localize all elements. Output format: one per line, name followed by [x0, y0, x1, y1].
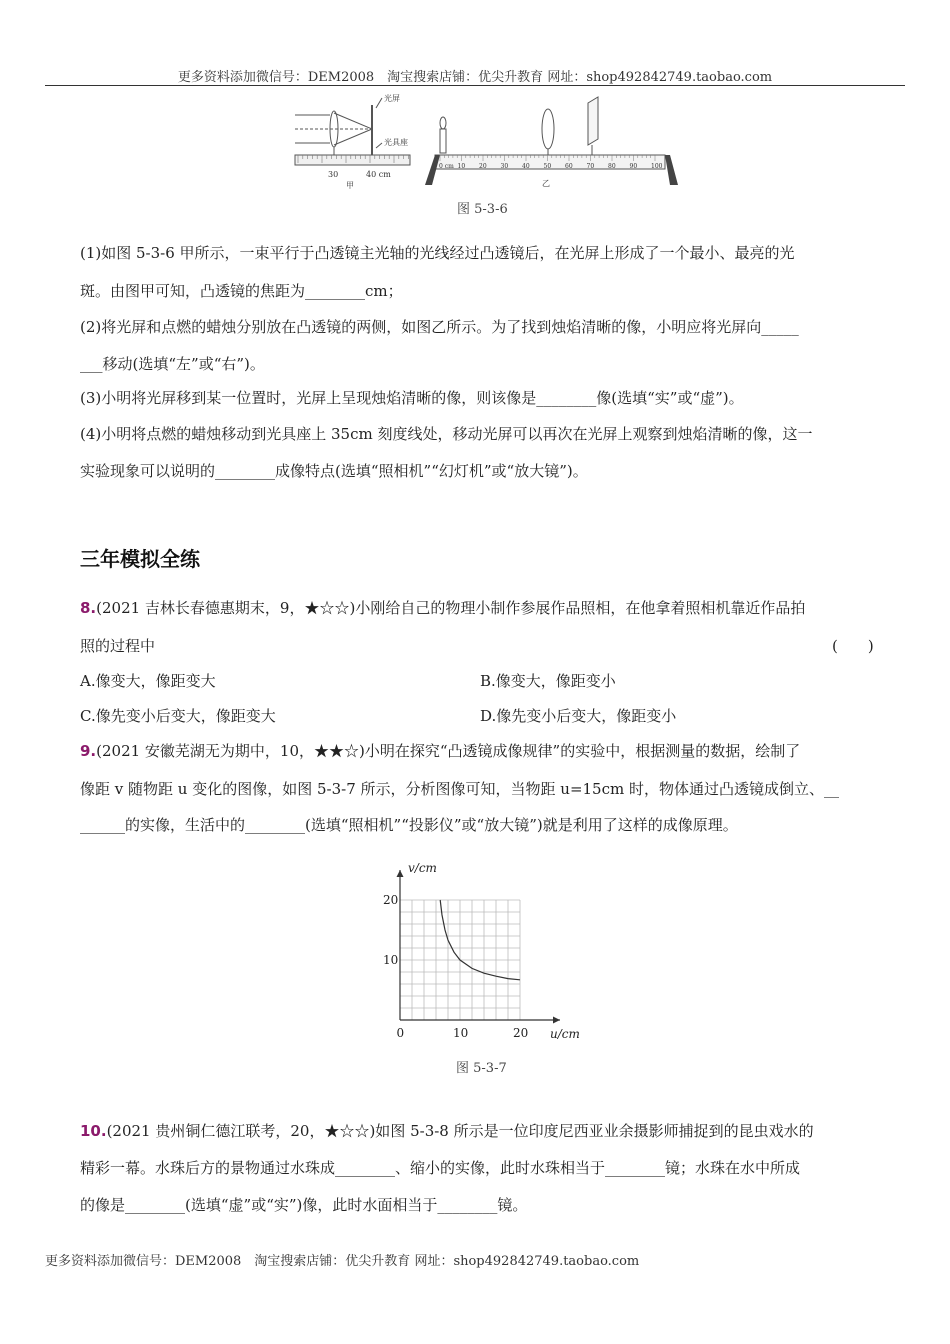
scale-b-label: 80 — [608, 163, 616, 170]
section-title: 三年模拟全练 — [80, 547, 200, 571]
figure-5-3-6 — [290, 93, 690, 198]
q8-text: (2021 吉林长春德惠期末，9，★☆☆)小刚给自己的物理小制作参展作品照相，在他拿着照相机靠近作品拍 — [96, 599, 806, 617]
figure-5-3-7-chart — [375, 848, 605, 1048]
bench-leg-right — [665, 155, 678, 185]
scale-b-label: 60 — [565, 163, 573, 170]
figure-a-label: 甲 — [346, 181, 354, 190]
scale-b-label: 40 — [522, 163, 530, 170]
q8-option-a[interactable]: A.像变大，像距变大 — [80, 672, 216, 690]
y-axis-label: v/cm — [408, 861, 437, 875]
q9-line2: 像距 v 随物距 u 变化的图像，如图 5-3-7 所示，分析图像可知，当物距 u=15cm 时，物体通过凸透镜成倒立、__ — [80, 780, 839, 798]
figure-b-apparatus — [440, 97, 598, 157]
q3-line1: (3)小明将光屏移到某一位置时，光屏上呈现烛焰清晰的像，则该像是________像(选填“实”或“虚”)。 — [80, 389, 744, 407]
figure-5-3-6-caption: 图 5-3-6 — [457, 202, 508, 217]
q10-number: 10. — [80, 1122, 107, 1140]
q9-line3: ______的实像，生活中的________(选填“照相机”“投影仪”或“放大镜”)就是利用了这样的成像原理。 — [80, 816, 738, 834]
scale-b-label: 10 — [457, 163, 466, 170]
scale-b-label: 20 — [479, 163, 487, 170]
scale-a-40: 40 cm — [366, 170, 391, 179]
q10-line1 — [80, 1121, 814, 1141]
y-tick-labels — [383, 893, 398, 967]
q4-line1: (4)小明将点燃的蜡烛移动到光具座上 35cm 刻度线处，移动光屏可以再次在光屏上观察到烛焰清晰的像，这一 — [80, 425, 813, 443]
scale-b-label: 100 — [651, 163, 663, 170]
figure-a-optics — [295, 98, 382, 155]
q9-text: (2021 安徽芜湖无为期中，10，★★☆)小明在探究“凸透镜成像规律”的实验中，根据测量的数据，绘制了 — [96, 742, 801, 760]
page-header: 更多资料添加微信号：DEM2008 淘宝搜索店铺：优尖升教育 网址：shop492842749.taobao.com — [177, 70, 773, 85]
q8-option-b[interactable]: B.像变大，像距变小 — [480, 672, 616, 690]
q8-answer-bracket: ( ) — [832, 637, 874, 655]
x-tick-label: 10 — [453, 1026, 469, 1040]
scale-b-label: 90 — [629, 163, 638, 170]
x-tick-label: 20 — [513, 1026, 529, 1040]
bench-leg-left — [425, 155, 440, 185]
q8-line1 — [80, 598, 805, 618]
screen-label: 光屏 — [384, 94, 400, 103]
y-tick-label: 10 — [383, 953, 399, 967]
scale-b-label: 30 — [500, 163, 509, 170]
q8-option-d[interactable]: D.像先变小后变大，像距变小 — [480, 707, 677, 725]
y-tick-label: 20 — [383, 893, 399, 907]
page-footer: 更多资料添加微信号：DEM2008 淘宝搜索店铺：优尖升教育 网址：shop492842749.taobao.com — [45, 1254, 640, 1269]
q9-line1 — [80, 741, 800, 761]
q9-number: 9. — [80, 742, 97, 760]
q10-line3: 的像是________(选填“虚”或“实”)像，此时水面相当于________镜。 — [80, 1196, 528, 1214]
x-tick-label: 0 — [396, 1026, 405, 1040]
q10-text: (2021 贵州铜仁德江联考，20，★☆☆)如图 5-3-8 所示是一位印度尼西亚业余摄影师捕捉到的昆虫戏水的 — [106, 1122, 814, 1140]
scale-a-30: 30 — [328, 170, 339, 179]
header-divider — [45, 85, 905, 86]
figure-b-label: 乙 — [542, 179, 550, 188]
scale-b-label: 70 — [586, 163, 595, 170]
q1-line1: (1)如图 5-3-6 甲所示，一束平行于凸透镜主光轴的光线经过凸透镜后，在光屏上形成了一个最小、最亮的光 — [80, 244, 795, 262]
q2-line1: (2)将光屏和点燃的蜡烛分别放在凸透镜的两侧，如图乙所示。为了找到烛焰清晰的像，小明应将光屏向_____ — [80, 318, 799, 336]
q8-number: 8. — [80, 599, 97, 617]
q8-option-c[interactable]: C.像先变小后变大，像距变大 — [80, 707, 276, 725]
scale-b-label: 50 — [543, 163, 552, 170]
q1-line2: 斑。由图甲可知，凸透镜的焦距为________cm； — [80, 282, 403, 300]
q2-line2: ___移动(选填“左”或“右”)。 — [80, 355, 265, 373]
x-tick-labels — [397, 1026, 529, 1040]
figure-5-3-7-caption: 图 5-3-7 — [456, 1061, 507, 1076]
x-axis-label: u/cm — [550, 1027, 580, 1041]
scale-b-label: 0 cm — [439, 163, 454, 170]
q8-line2: 照的过程中 — [80, 637, 156, 655]
bench-label: 光具座 — [384, 138, 408, 147]
q10-line2: 精彩一幕。水珠后方的景物通过水珠成________、缩小的实像，此时水珠相当于________镜；水珠在水中所成 — [80, 1159, 801, 1177]
q4-line2: 实验现象可以说明的________成像特点(选填“照相机”“幻灯机”或“放大镜”)。 — [80, 462, 588, 480]
